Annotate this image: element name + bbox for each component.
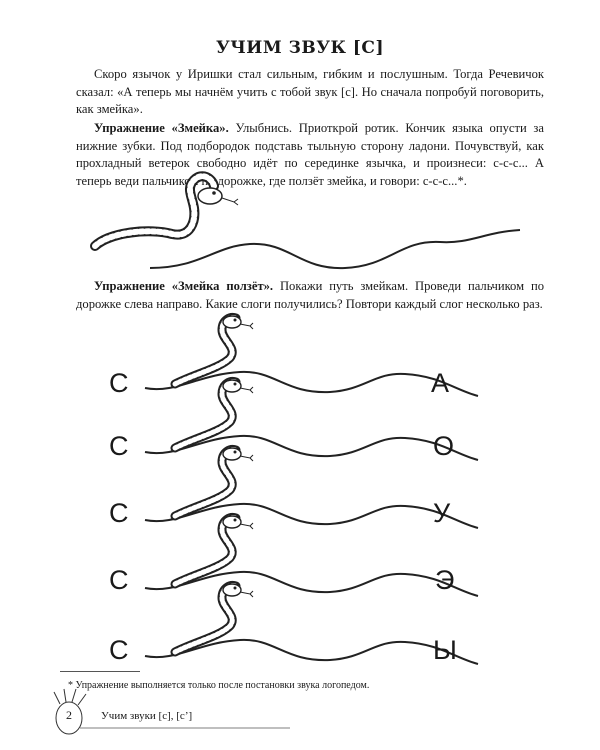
snake-icon (175, 516, 253, 584)
snake-track-row-1[interactable] (145, 316, 478, 396)
running-title: Учим звуки [с], [с’] (101, 710, 193, 722)
row-1-end-letter: А (431, 368, 450, 398)
row-5-end-letter: Ы (433, 635, 457, 665)
snake-track-row-3[interactable] (145, 448, 478, 528)
row-5-start-letter: С (109, 635, 129, 665)
snake-track-row-5[interactable] (145, 584, 478, 664)
snake-icon (175, 448, 253, 516)
row-2-start-letter: С (109, 431, 129, 461)
row-4-start-letter: С (109, 565, 129, 595)
snake-track-1[interactable] (150, 230, 520, 268)
footnote: * Упражнение выполняется только после постановки звука логопедом. (68, 680, 370, 691)
snake-icon (175, 584, 253, 652)
row-2-end-letter: О (433, 431, 455, 461)
row-3-start-letter: С (109, 498, 129, 528)
exercise-2-text: Покажи путь змейкам. Проведи пальчиком по дорожке слева направо. Какие слоги получились? Повтори каждый слог несколько раз. (76, 279, 544, 311)
exercise-1-name: Упражнение «Змейка». (94, 121, 229, 135)
exercise-2-name: Упражнение «Змейка ползёт». (94, 279, 274, 293)
snake-icon (175, 316, 253, 384)
exercise-1-text: Улыбнись. Приоткрой ротик. Кончик языка опусти за нижние зубки. Под подбородок подставь тыльную сторону ладони. Почувствуй, как прохладный ветерок свободно идёт по серединке язычка, и произнеси: с-с-с... А теперь веди пальчиком по дорожке, где ползёт змейка, и говори: с-с-с...*. (76, 121, 544, 188)
snake-track-row-4[interactable] (145, 516, 478, 596)
snake-icon (175, 380, 253, 448)
row-1-start-letter: С (109, 368, 129, 398)
row-4-end-letter: Э (435, 565, 455, 595)
page-number: 2 (66, 708, 72, 722)
row-3-end-letter: У (433, 498, 451, 528)
intro-text: Скоро язычок у Иришки стал сильным, гибким и послушным. Тогда Речевичок сказал: «А теперь мы начнём учить с тобой звук [с]. Но сначала попробуй поговорить, как змейка». (76, 67, 544, 116)
exercise-2-paragraph (76, 278, 544, 313)
page-title: УЧИМ ЗВУК [С] (215, 38, 385, 58)
footnote-rule (60, 671, 140, 672)
syllable-rows (145, 316, 478, 664)
snake-illustration-1 (95, 176, 238, 246)
